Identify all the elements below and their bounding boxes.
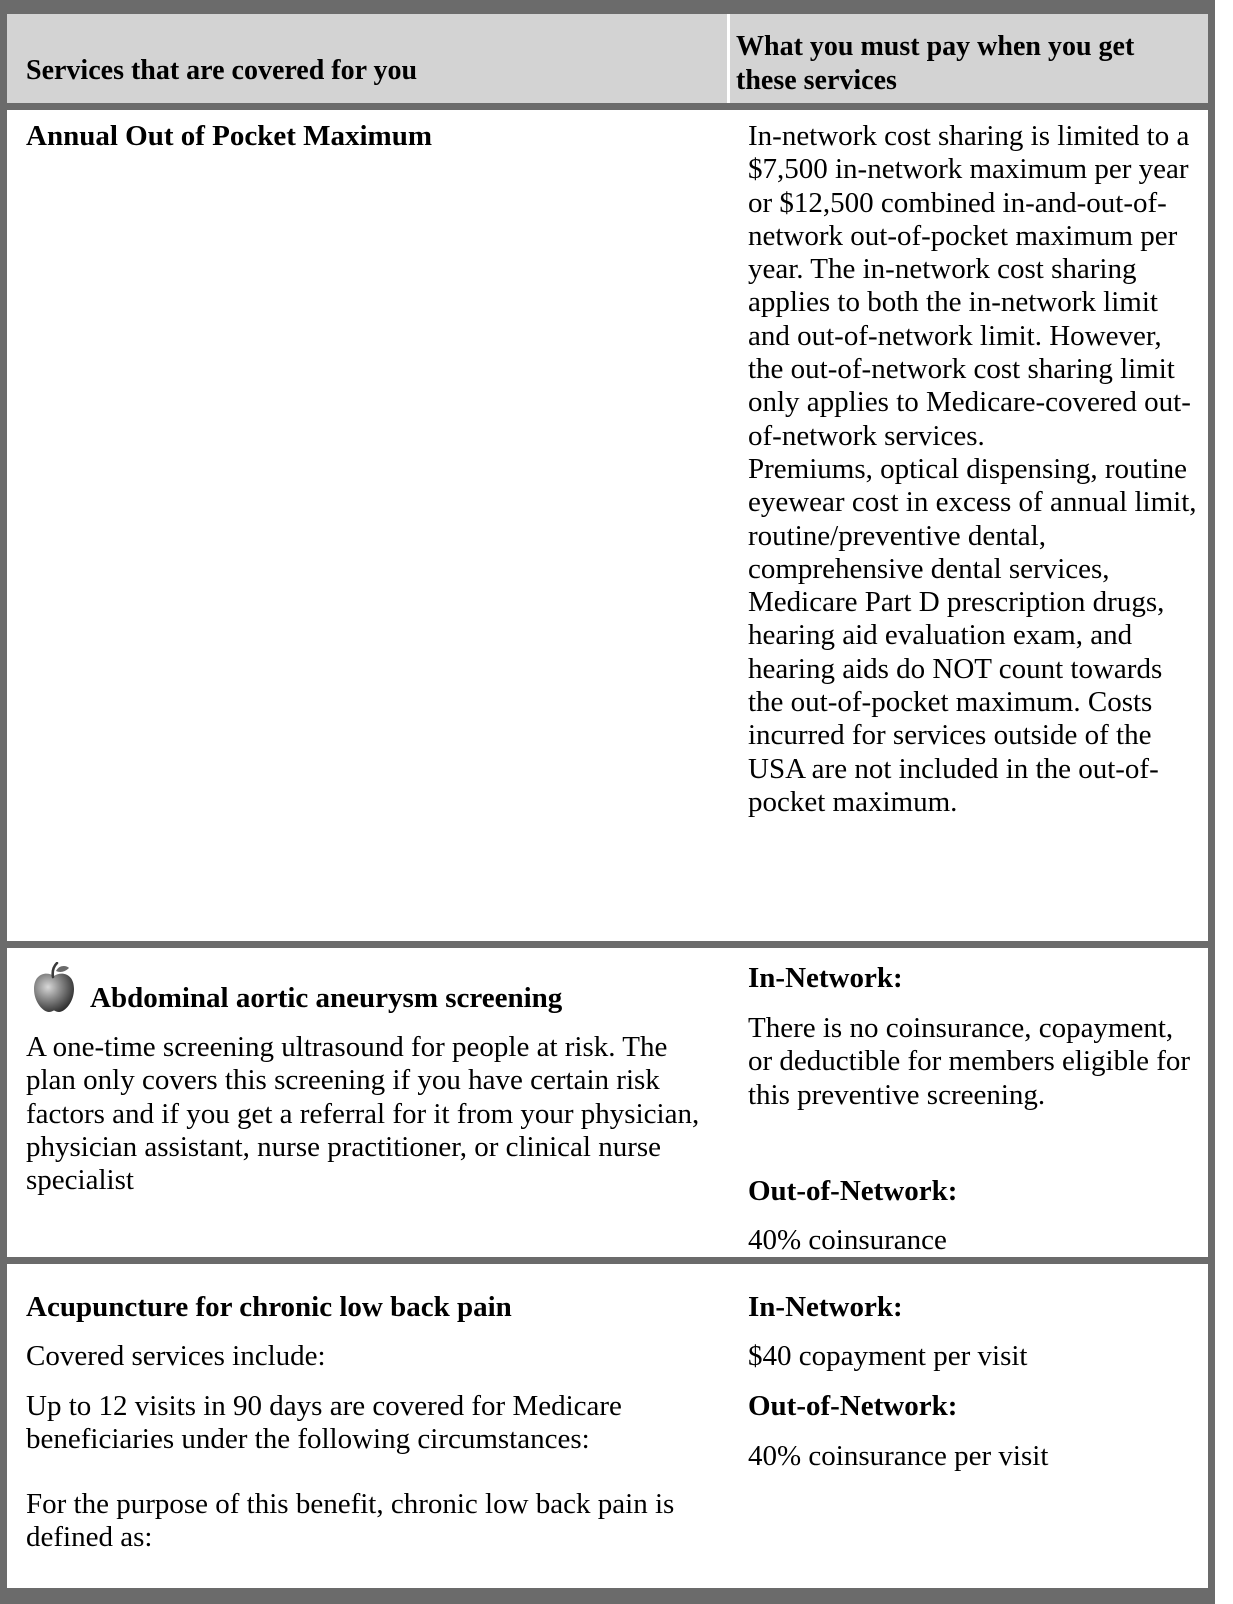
acupuncture-out-network-text: 40% coinsurance per visit [748,1440,1049,1472]
aaa-description: A one-time screening ultrasound for people at risk. The plan only covers this screening if you have certain risk factors and if you get a referral for it from your physician, physician assistant, nurse practitioner, or clinical nurse specialist [26,1031,700,1197]
header-services: Services that are covered for you [26,55,418,86]
header-divider [727,14,730,103]
aaa-out-network-label: Out-of-Network: [748,1175,958,1207]
apple-icon [28,962,80,1014]
aaa-in-network-label: In-Network: [748,962,903,994]
row-divider-2 [0,1257,1215,1264]
acupuncture-paragraph: Covered services include: [26,1340,326,1372]
row-title-aaa-screening: Abdominal aortic aneurysm screening [90,982,563,1014]
acupuncture-paragraph: For the purpose of this benefit, chronic low back pain is defined as: [26,1488,675,1554]
aaa-in-network-text: There is no coinsurance, copayment, or deductible for members eligible for this preventive screening. [748,1012,1191,1111]
header-payment: What you must pay when you get these services [736,31,1135,96]
row-title-acupuncture: Acupuncture for chronic low back pain [26,1291,512,1323]
row-title-annual-oop: Annual Out of Pocket Maximum [26,120,432,152]
table-bottom-border [0,1588,1215,1604]
aaa-out-network-text: 40% coinsurance [748,1224,947,1256]
header-bottom-border [0,103,1215,110]
annual-oop-paragraph: Premiums, optical dispensing, routine eyewear cost in excess of annual limit, routine/preventive dental, comprehensive dental services, Medicare Part D prescription drugs, hearing aid evaluation exam, and hearing aids do NOT count towards the out-of-pocket maximum. Costs incurred for services outside of the USA are not included in the out-of-pocket maximum. [748,452,1197,818]
acupuncture-in-network-label: In-Network: [748,1291,903,1323]
annual-oop-payment [748,120,1202,819]
annual-oop-paragraph: In-network cost sharing is limited to a $7,500 in-network maximum per year or $12,500 combined in-and-out-of-network out-of-pocket maximum per year. The in-network cost sharing applies to both the in-network limit and out-of-network limit. However, the out-of-network cost sharing limit only applies to Medicare-covered out-of-network services. [748,120,1191,452]
table-top-border [0,0,1215,14]
acupuncture-in-network-text: $40 copayment per visit [748,1340,1028,1372]
acupuncture-out-network-label: Out-of-Network: [748,1390,958,1422]
acupuncture-paragraph: Up to 12 visits in 90 days are covered for Medicare beneficiaries under the following circumstances: [26,1390,622,1456]
row-divider-1 [0,941,1215,948]
